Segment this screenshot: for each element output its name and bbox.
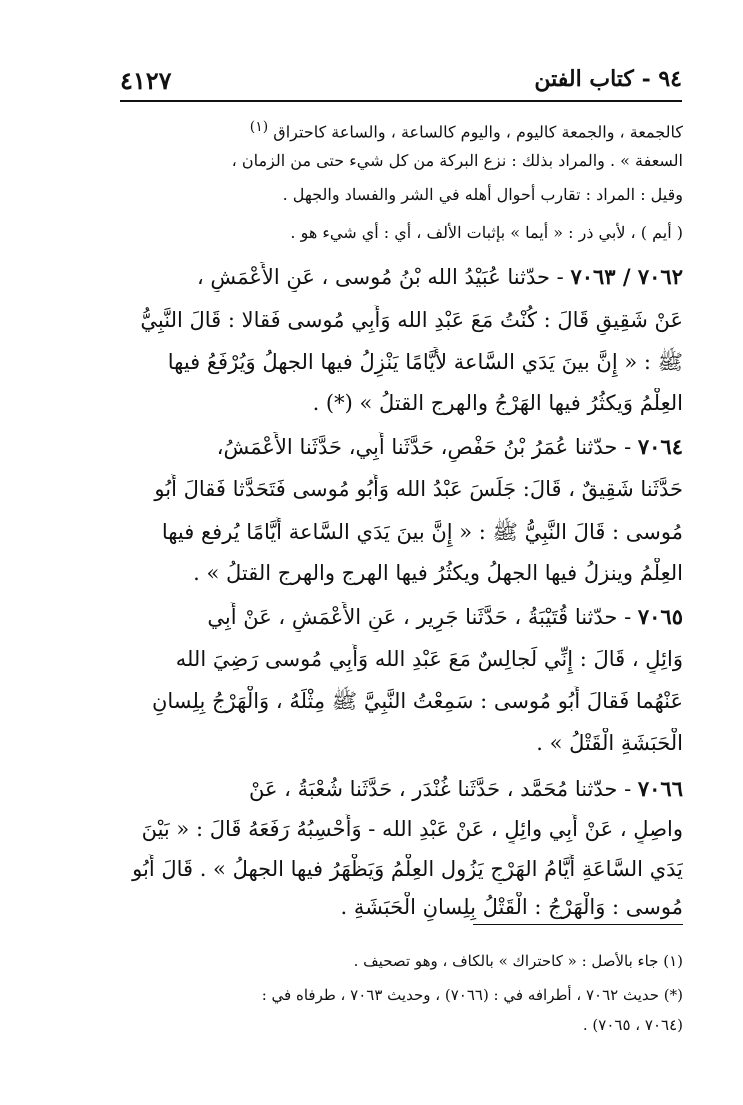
note-marker: (١) bbox=[249, 119, 269, 135]
hadith-7066-line-3: يَدَي السَّاعَةِ أَيَّامُ الهَرْجِ يَزُول العِلْمُ وَيَظْهَرُ فيها الجهلُ » . قَالَ أَبُو bbox=[132, 857, 683, 881]
hadith-7064-line-2: حَدَّثَنا شَقِيقٌ ، قَالَ: جَلَسَ عَبْدُ الله وَأَبُو مُوسى فَتَحَدَّثا فَقالَ أَبُو bbox=[154, 477, 683, 501]
footnote-1: (١) جاء بالأصل : « كاحتراك » بالكاف ، وهو تصحيف . bbox=[353, 952, 683, 970]
note-line-1: كالجمعة ، والجمعة كاليوم ، واليوم كالساعة ، والساعة كاحتراق (١) bbox=[249, 119, 683, 142]
hadith-7064-line-1: ٧٠٦٤ - حدّثنا عُمَرُ بْنُ حَفْصٍ، حَدَّثَنا أَبِي، حَدَّثَنا الأَعْمَشُ، bbox=[216, 434, 683, 459]
hadith-number: ٧٠٦٥ bbox=[637, 604, 683, 629]
hadith-7064-line-4: العِلْمُ وينزلُ فيها الجهلُ ويكثُرُ فيها الهرج والهرج القتلُ » . bbox=[193, 561, 683, 585]
hadith-7062-line-1: ٧٠٦٢ / ٧٠٦٣ - حدّثنا عُبَيْدُ الله بْنُ مُوسى ، عَنِ الأَعْمَشِ ، bbox=[196, 264, 683, 289]
hadith-number: ٧٠٦٦ bbox=[637, 776, 683, 801]
running-title: ٩٤ - كتاب الفتن bbox=[534, 66, 682, 92]
footnote-3: (٧٠٦٤ ، ٧٠٦٥) . bbox=[582, 1016, 683, 1034]
footnote-2: (*) حديث ٧٠٦٢ ، أطرافه في : (٧٠٦٦) ، وحديث ٧٠٦٣ ، طرفاه في : bbox=[261, 986, 683, 1004]
hadith-7066-line-2: واصِلٍ ، عَنْ أَبِي وائِلٍ ، عَنْ عَبْدِ الله - وَأَحْسِبُهُ رَفَعَهُ قَالَ : « بَيْنَ bbox=[141, 817, 683, 841]
hadith-7062-line-3: ﷺ : « إِنَّ بينَ يَدَي السَّاعة لأَيَّامًا يَنْزِلُ فيها الجهلُ وَيُرْفَعُ فيها bbox=[167, 350, 683, 374]
hadith-7064-line-3: مُوسى : قَالَ النَّبِيُّ ﷺ : « إِنَّ بينَ يَدَي السَّاعة أَيَّامًا يُرفع فيها bbox=[161, 520, 683, 544]
hadith-7066-line-1: ٧٠٦٦ - حدّثنا مُحَمَّد ، حَدَّثَنا غُنْدَر ، حَدَّثَنا شُعْبَةُ ، عَنْ bbox=[248, 776, 683, 801]
note-line-2: السعفة » . والمراد بذلك : نزع البركة من كل شيء حتى من الزمان ، bbox=[231, 151, 683, 170]
hadith-7065-line-3: عَنْهُما فَقالَ أَبُو مُوسى : سَمِعْتُ النَّبِيَّ ﷺ مِثْلَهُ ، وَالْهَرْجُ بِلِسانِ bbox=[151, 689, 683, 713]
note-line-3: وقيل : المراد : تقارب أحوال أهله في الشر والفساد والجهل . bbox=[282, 185, 683, 204]
footnote-rule bbox=[473, 924, 683, 925]
hadith-number: ٧٠٦٢ / ٧٠٦٣ bbox=[570, 264, 683, 289]
hadith-number: ٧٠٦٤ bbox=[637, 434, 683, 459]
hadith-7062-line-4: العِلْمُ وَيكثُرُ فيها الهَرْجُ والهرج القتلُ » (*) . bbox=[312, 391, 683, 415]
page-header bbox=[120, 62, 682, 102]
hadith-7066-line-4: مُوسى : وَالْهَرْجُ : الْقَتْلُ بِلِسانِ الْحَبَشَةِ . bbox=[340, 895, 683, 919]
page-number: ٤١٢٧ bbox=[120, 66, 172, 95]
header-rule bbox=[120, 100, 682, 102]
note-line-4: ( أيم ) ، لأبي ذر : « أيما » بإثبات الألف ، أي : أي شيء هو . bbox=[290, 223, 683, 242]
hadith-7065-line-2: وَائِلٍ ، قَالَ : إِنِّي لَجالِسٌ مَعَ عَبْدِ الله وَأَبِي مُوسى رَضِيَ الله bbox=[175, 647, 683, 671]
hadith-7065-line-1: ٧٠٦٥ - حدّثنا قُتَيْبَةُ ، حَدَّثَنا جَرِير ، عَنِ الأَعْمَشِ ، عَنْ أَبِي bbox=[207, 604, 683, 629]
hadith-7065-line-4: الْحَبَشَةِ الْقَتْلُ » . bbox=[536, 731, 683, 755]
hadith-7062-line-2: عَنْ شَقِيقٍ قَالَ : كُنْتُ مَعَ عَبْدِ الله وَأَبِي مُوسى فَقالا : قَالَ النَّبِيُّ bbox=[140, 308, 683, 332]
